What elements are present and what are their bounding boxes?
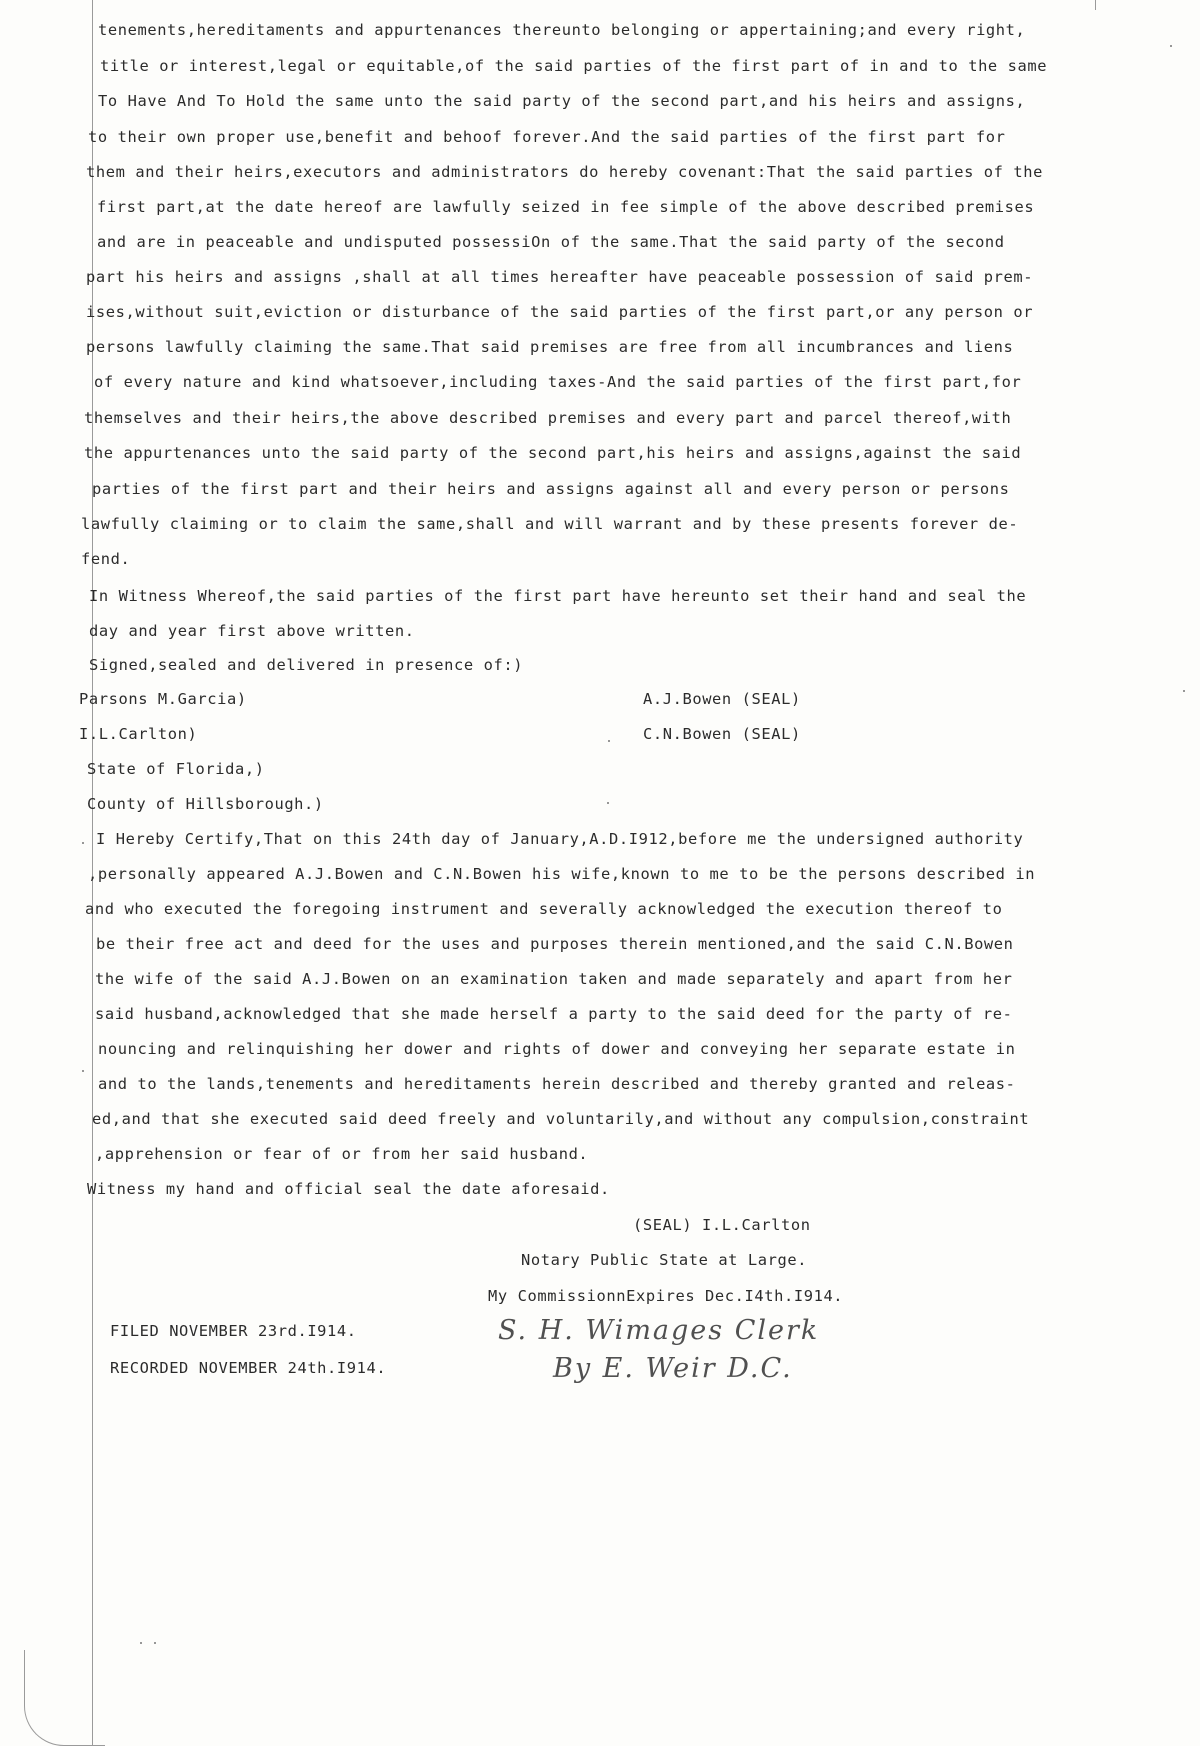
witness-name: I.L.Carlton) xyxy=(79,725,198,743)
certificate-line: ,personally appeared A.J.Bowen and C.N.Bowen his wife,known to me to be the persons described in xyxy=(88,865,1036,883)
body-line: themselves and their heirs,the above described premises and every part and parcel thereof,with xyxy=(84,409,1012,427)
scan-speck xyxy=(82,842,84,844)
filed-date: FILED NOVEMBER 23rd.I914. xyxy=(110,1322,357,1340)
certificate-line: I Hereby Certify,That on this 24th day of January,A.D.I912,before me the undersigned authority xyxy=(96,830,1024,848)
body-line: In Witness Whereof,the said parties of the first part have hereunto set their hand and seal the xyxy=(89,587,1027,605)
right-edge-rule xyxy=(1095,0,1096,10)
body-line: to their own proper use,benefit and behoof forever.And the said parties of the first part for xyxy=(88,128,1006,146)
scan-speck xyxy=(154,1642,156,1644)
body-line: lawfully claiming or to claim the same,shall and will warrant and by these presents forever de- xyxy=(81,515,1019,533)
certificate-line: be their free act and deed for the uses and purposes therein mentioned,and the said C.N.Bowen xyxy=(96,935,1014,953)
body-line: To Have And To Hold the same unto the said party of the second part,and his heirs and assigns, xyxy=(98,92,1026,110)
grantor-signature: A.J.Bowen (SEAL) xyxy=(643,690,801,708)
body-line: tenements,hereditaments and appurtenances thereunto belonging or appertaining;and every right, xyxy=(98,21,1026,39)
scan-speck xyxy=(1183,690,1185,692)
body-line: part his heirs and assigns ,shall at all times hereafter have peaceable possession of said prem- xyxy=(86,268,1034,286)
recorded-date: RECORDED NOVEMBER 24th.I914. xyxy=(110,1359,387,1377)
body-line: ises,without suit,eviction or disturbance of the said parties of the first part,or any person or xyxy=(86,303,1034,321)
scan-speck xyxy=(140,1642,142,1644)
body-line: first part,at the date hereof are lawfully seized in fee simple of the above described premises xyxy=(97,198,1035,216)
notary-signature: (SEAL) I.L.Carlton xyxy=(633,1216,811,1234)
body-line: Signed,sealed and delivered in presence of:) xyxy=(89,656,524,674)
body-line: persons lawfully claiming the same.That said premises are free from all incumbrances and liens xyxy=(86,338,1014,356)
clerk-name-handwriting: S. H. Wimages Clerk xyxy=(498,1315,820,1346)
body-line: day and year first above written. xyxy=(89,622,415,640)
page-corner-curve xyxy=(24,1650,105,1746)
scan-speck xyxy=(607,802,609,804)
scan-speck xyxy=(82,1070,84,1072)
body-line: title or interest,legal or equitable,of the said parties of the first part of in and to the same xyxy=(100,57,1048,75)
certificate-line: the wife of the said A.J.Bowen on an examination taken and made separately and apart from her xyxy=(95,970,1013,988)
certificate-line: said husband,acknowledged that she made herself a party to the said deed for the party of re- xyxy=(95,1005,1013,1023)
notary-commission: My CommissionnExpires Dec.I4th.I914. xyxy=(488,1287,844,1305)
certificate-line: Witness my hand and official seal the date aforesaid. xyxy=(87,1180,610,1198)
certificate-line: ed,and that she executed said deed freely and voluntarily,and without any compulsion,constraint xyxy=(92,1110,1030,1128)
body-line: the appurtenances unto the said party of the second part,his heirs and assigns,against the said xyxy=(84,444,1022,462)
scan-speck xyxy=(608,740,610,742)
body-line: fend. xyxy=(81,550,131,568)
body-line: them and their heirs,executors and administrators do hereby covenant:That the said parties of the xyxy=(86,163,1043,181)
body-line: and are in peaceable and undisputed possessiOn of the same.That the said party of the second xyxy=(97,233,1005,251)
certificate-line: nouncing and relinquishing her dower and rights of dower and conveying her separate estate in xyxy=(98,1040,1016,1058)
venue-county: County of Hillsborough.) xyxy=(87,795,324,813)
certificate-line: and who executed the foregoing instrument and severally acknowledged the execution thereof to xyxy=(85,900,1003,918)
certificate-line: and to the lands,tenements and hereditaments herein described and thereby granted and releas- xyxy=(98,1075,1016,1093)
scan-speck xyxy=(1170,45,1172,47)
certificate-line: ,apprehension or fear of or from her said husband. xyxy=(95,1145,589,1163)
venue-state: State of Florida,) xyxy=(87,760,265,778)
notary-title: Notary Public State at Large. xyxy=(521,1251,808,1269)
deputy-clerk-handwriting: By E. Weir D.C. xyxy=(553,1353,793,1384)
grantor-signature: C.N.Bowen (SEAL) xyxy=(643,725,801,743)
witness-name: Parsons M.Garcia) xyxy=(79,690,247,708)
body-line: parties of the first part and their heirs and assigns against all and every person or persons xyxy=(92,480,1010,498)
body-line: of every nature and kind whatsoever,including taxes-And the said parties of the first part,for xyxy=(94,373,1022,391)
